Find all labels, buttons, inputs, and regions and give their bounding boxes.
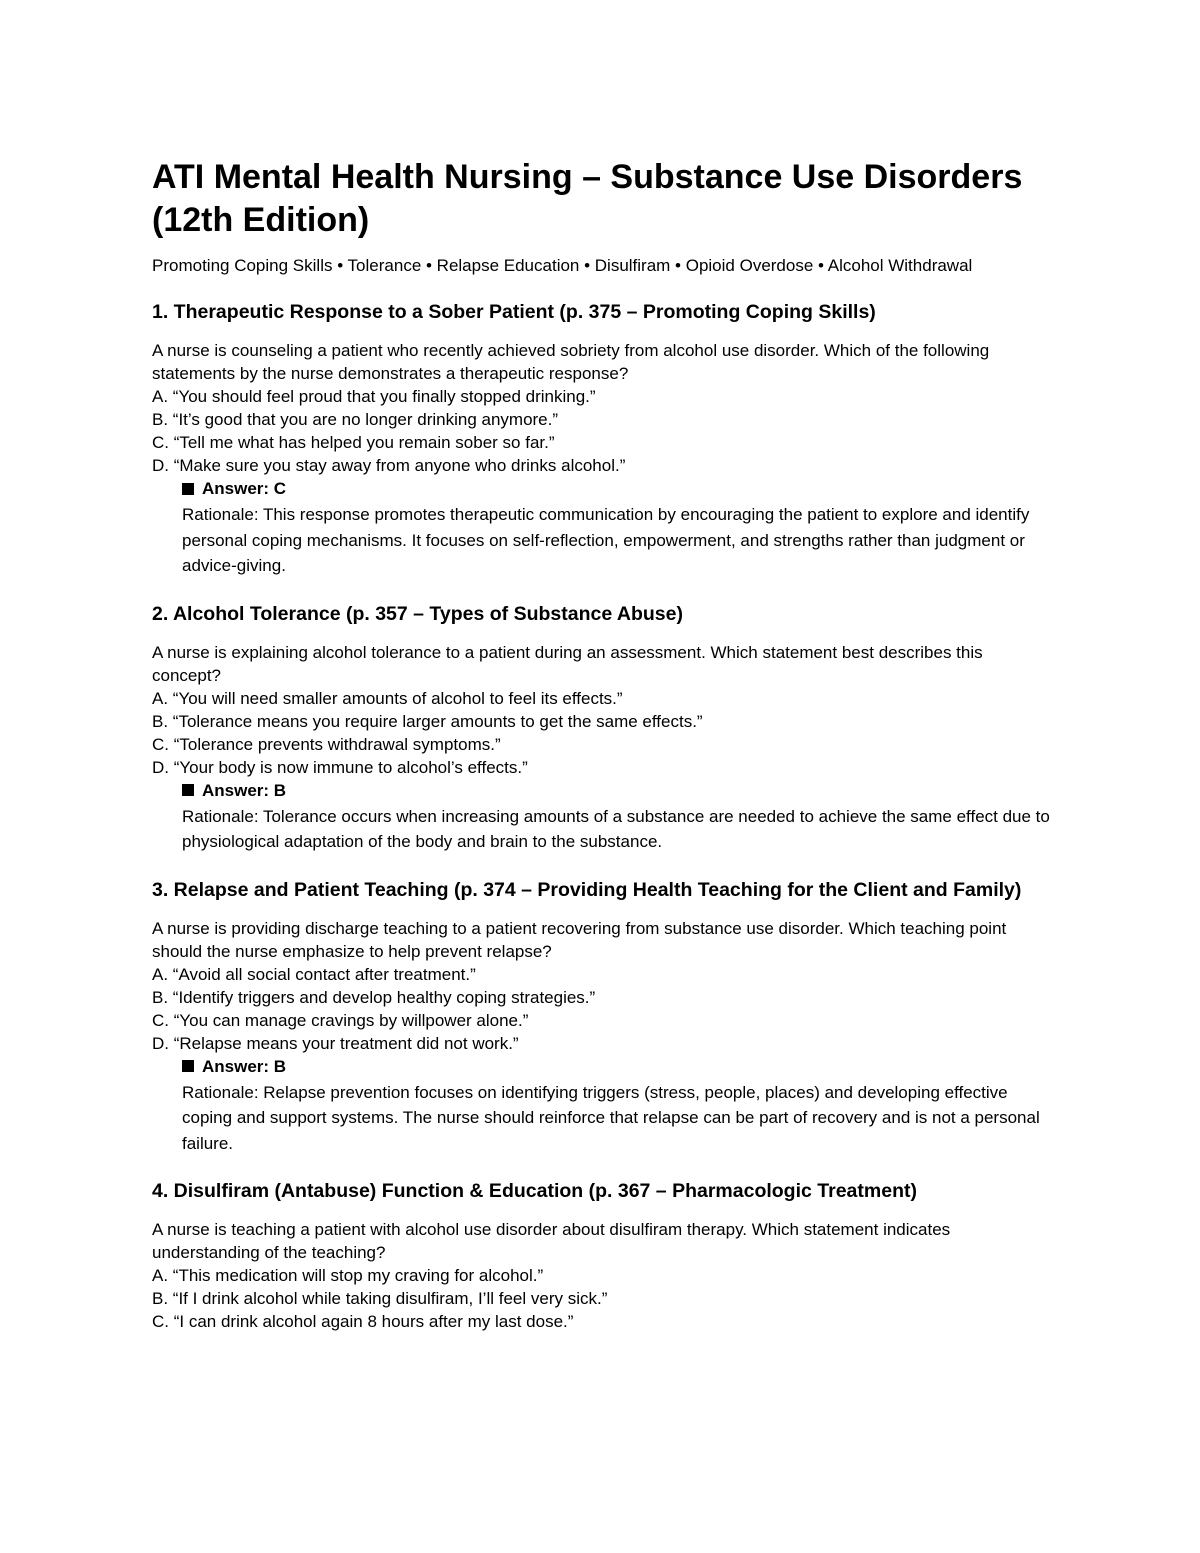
answer-text: Answer: B xyxy=(202,780,287,800)
question-stem: A nurse is teaching a patient with alcohol use disorder about disulfiram therapy. Which statement indicates understanding of the teaching? xyxy=(152,1220,951,1262)
option-b: B. “Tolerance means you require larger amounts to get the same effects.” xyxy=(152,711,703,731)
option-list xyxy=(152,687,1052,779)
option-d: D. “Relapse means your treatment did not work.” xyxy=(152,1033,519,1053)
document-page xyxy=(152,156,1052,1333)
question-heading: 3. Relapse and Patient Teaching (p. 374 – Providing Health Teaching for the Client and Family) xyxy=(152,878,1022,901)
page-subtitle: Promoting Coping Skills • Tolerance • Relapse Education • Disulfiram • Opioid Overdose • Alcohol Withdrawal xyxy=(152,256,973,275)
square-bullet-icon xyxy=(182,483,194,495)
question-heading: 1. Therapeutic Response to a Sober Patient (p. 375 – Promoting Coping Skills) xyxy=(152,301,876,323)
option-a: A. “You will need smaller amounts of alcohol to feel its effects.” xyxy=(152,688,623,708)
option-c: C. “I can drink alcohol again 8 hours after my last dose.” xyxy=(152,1312,574,1331)
page-title: ATI Mental Health Nursing – Substance Use Disorders (12th Edition) xyxy=(152,158,1023,239)
option-a: A. “Avoid all social contact after treatment.” xyxy=(152,964,476,984)
answer-text: Answer: C xyxy=(202,479,287,498)
rationale-text: Rationale: Relapse prevention focuses on identifying triggers (stress, people, places) and developing effective coping and support systems. The nurse should reinforce that relapse can be part of recovery and is not a personal failure. xyxy=(182,1082,1040,1153)
option-b: B. “Identify triggers and develop healthy coping strategies.” xyxy=(152,987,596,1007)
option-b: B. “If I drink alcohol while taking disulfiram, I’ll feel very sick.” xyxy=(152,1289,608,1308)
option-c: C. “You can manage cravings by willpower alone.” xyxy=(152,1010,529,1030)
option-list xyxy=(152,963,1052,1055)
answer-line xyxy=(182,477,1052,500)
option-a: A. “You should feel proud that you finally stopped drinking.” xyxy=(152,387,596,406)
question-heading: 2. Alcohol Tolerance (p. 357 – Types of Substance Abuse) xyxy=(152,602,683,625)
question-2 xyxy=(152,601,1052,855)
option-d: D. “Make sure you stay away from anyone who drinks alcohol.” xyxy=(152,456,626,475)
question-stem: A nurse is counseling a patient who recently achieved sobriety from alcohol use disorder. Which of the following statements by the nurse demonstrates a therapeutic response? xyxy=(152,341,990,383)
square-bullet-icon xyxy=(182,784,194,796)
rationale-text: Rationale: This response promotes therapeutic communication by encouraging the patient to explore and identify personal coping mechanisms. It focuses on self-reflection, empowerment, and strengths rather than judgment or advice-giving. xyxy=(182,505,1030,575)
option-list xyxy=(152,385,1052,477)
answer-block xyxy=(182,779,1052,855)
question-1 xyxy=(152,299,1052,579)
answer-block xyxy=(182,1055,1052,1157)
rationale-text: Rationale: Tolerance occurs when increasing amounts of a substance are needed to achieve the same effect due to physiological adaptation of the body and brain to the substance. xyxy=(182,806,1050,851)
answer-line xyxy=(182,779,1052,802)
square-bullet-icon xyxy=(182,1060,194,1072)
question-4 xyxy=(152,1178,1052,1333)
question-heading: 4. Disulfiram (Antabuse) Function & Education (p. 367 – Pharmacologic Treatment) xyxy=(152,1180,917,1202)
question-3 xyxy=(152,877,1052,1157)
option-list xyxy=(152,1264,1052,1333)
question-stem: A nurse is explaining alcohol tolerance to a patient during an assessment. Which statement best describes this concept? xyxy=(152,642,983,685)
option-c: C. “Tolerance prevents withdrawal symptoms.” xyxy=(152,734,501,754)
option-d: D. “Your body is now immune to alcohol’s effects.” xyxy=(152,757,528,777)
answer-block xyxy=(182,477,1052,579)
answer-line xyxy=(182,1055,1052,1078)
option-a: A. “This medication will stop my craving for alcohol.” xyxy=(152,1266,544,1285)
answer-text: Answer: B xyxy=(202,1056,287,1076)
question-stem: A nurse is providing discharge teaching to a patient recovering from substance use disorder. Which teaching point should the nurse emphasize to help prevent relapse? xyxy=(152,918,1007,961)
option-b: B. “It’s good that you are no longer drinking anymore.” xyxy=(152,410,559,429)
option-c: C. “Tell me what has helped you remain sober so far.” xyxy=(152,433,555,452)
